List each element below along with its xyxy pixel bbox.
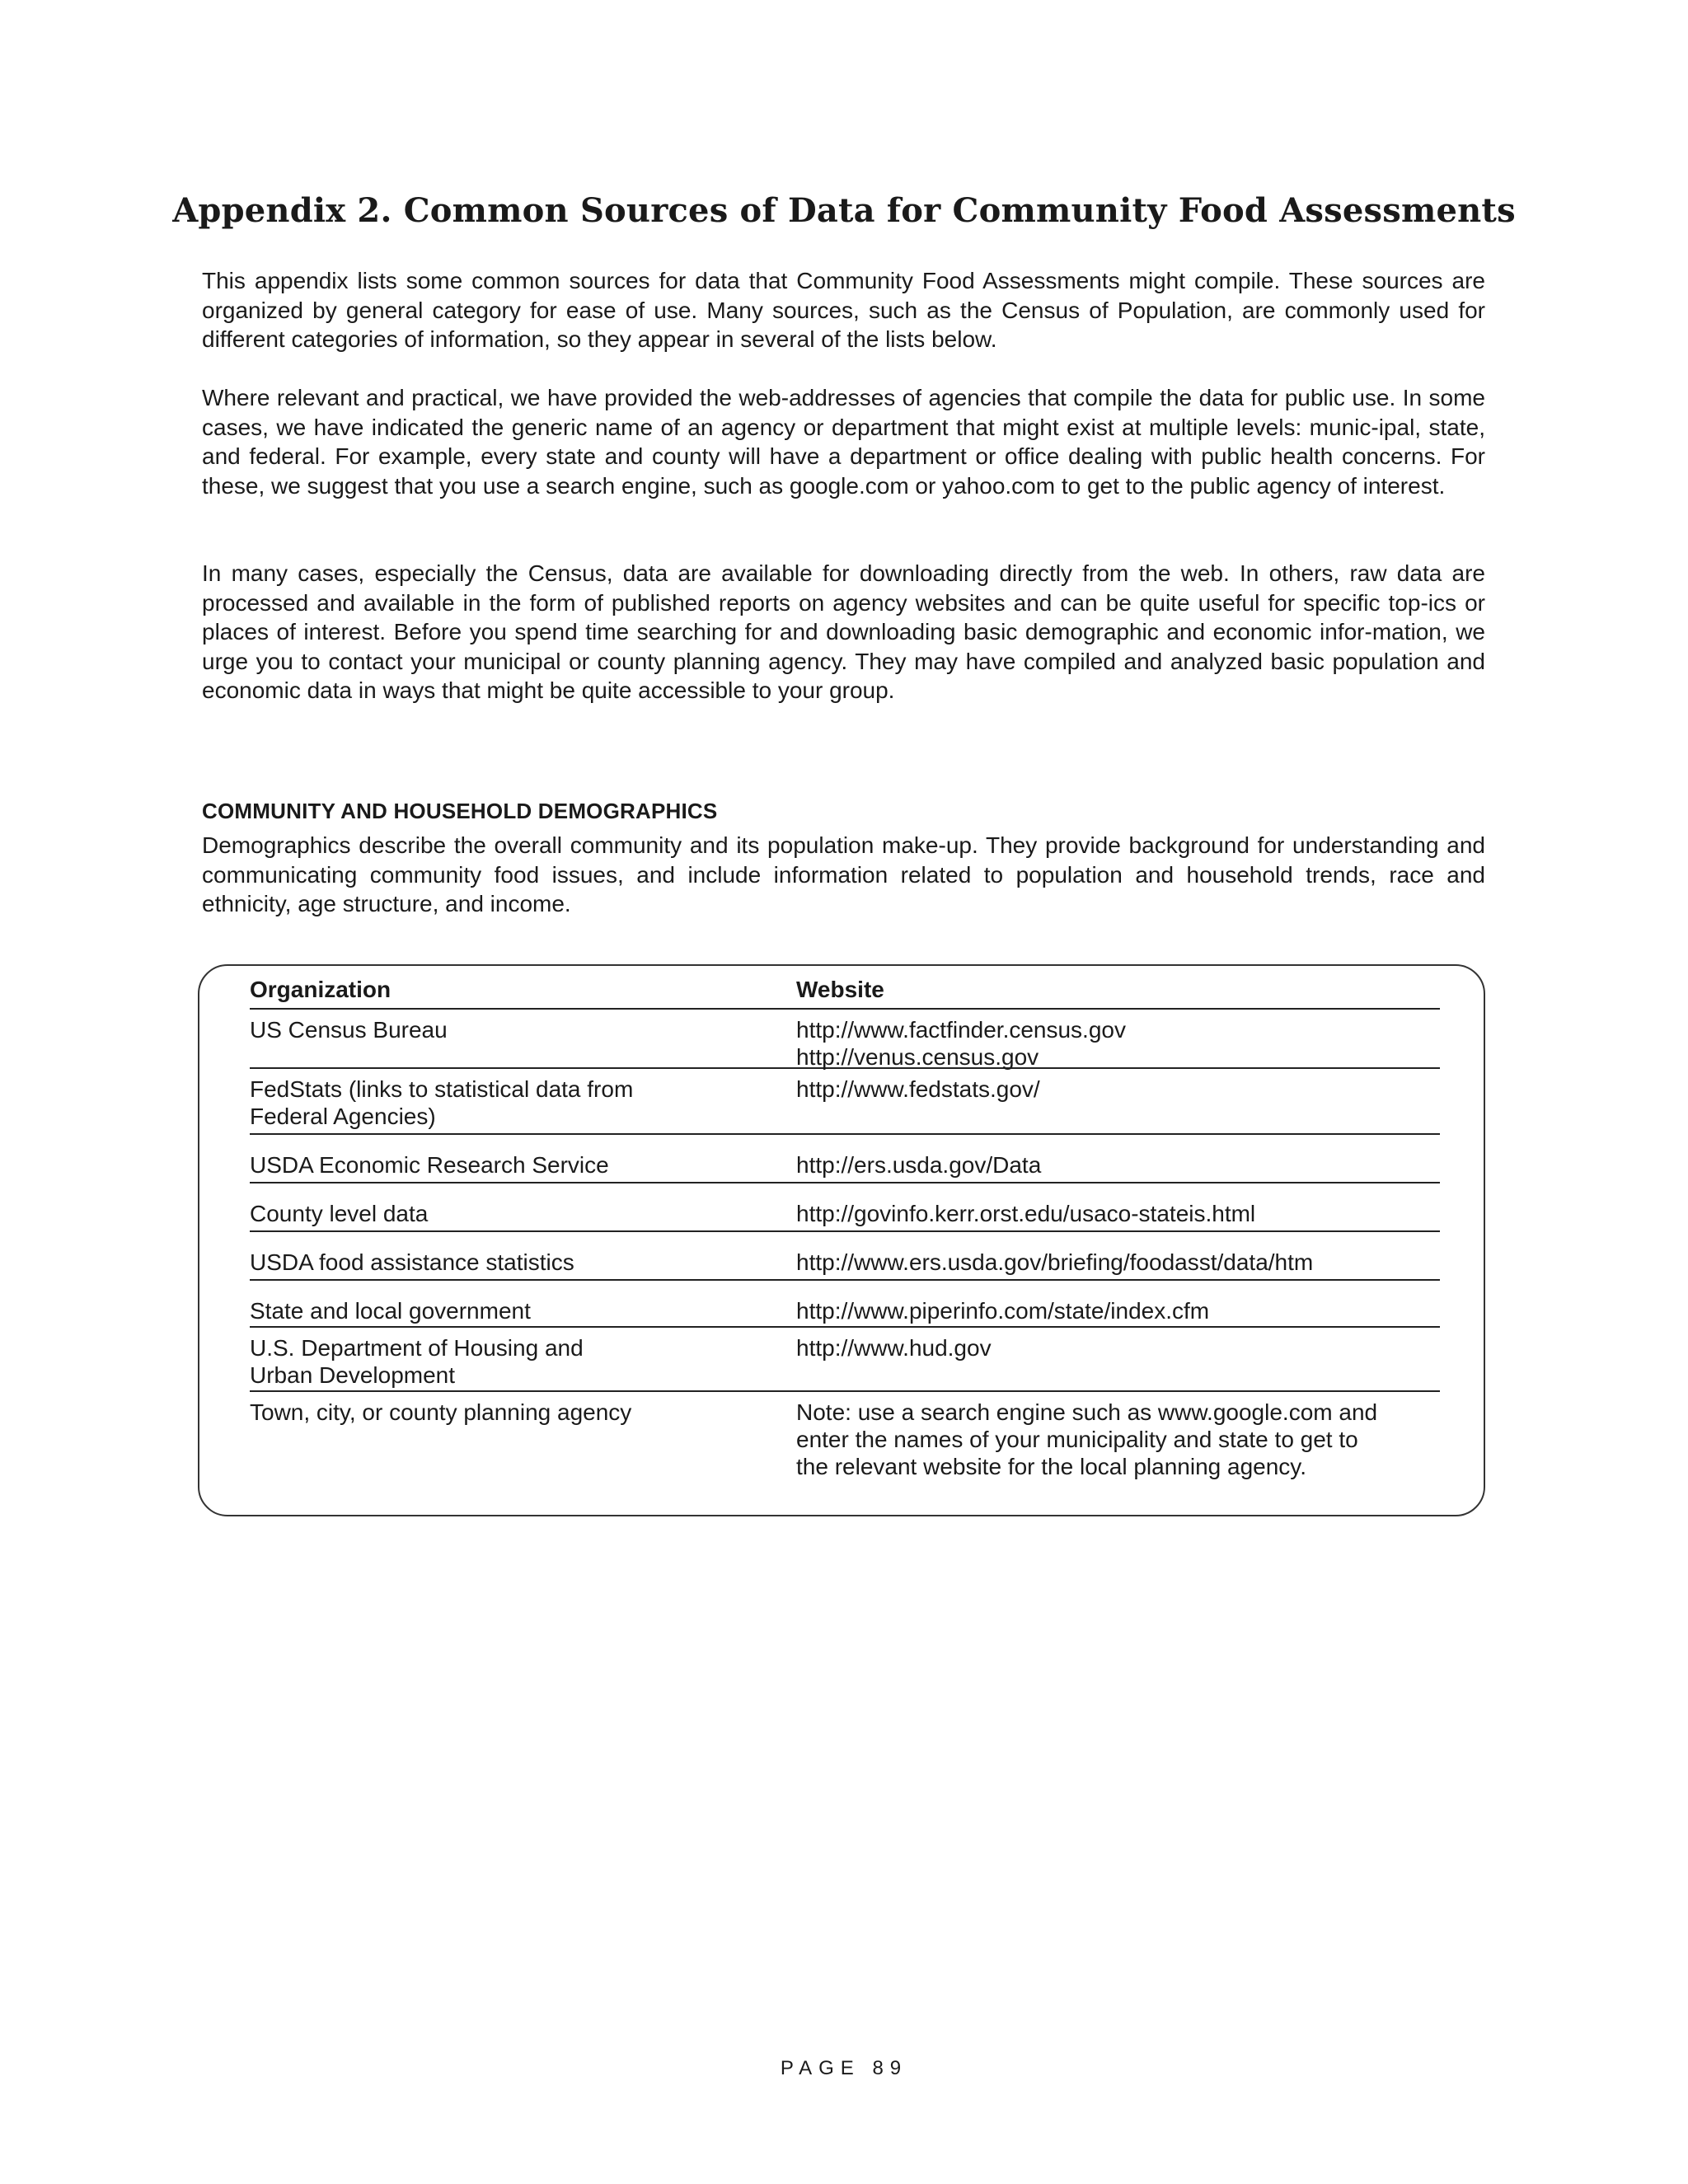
table-row xyxy=(250,1069,1440,1135)
section-heading: COMMUNITY AND HOUSEHOLD DEMOGRAPHICS xyxy=(202,799,718,823)
table-row xyxy=(250,1281,1440,1328)
intro-paragraph-1: This appendix lists some common sources for data that Community Food Assessments might compile. These sources are organized by general category for ease of use. Many sources, such as the Census of Population, are commonly used for different categories of information, so they appear in several of the lists below. xyxy=(202,268,1485,352)
organization-cell: FedStats (links to statistical data from Federal Agencies) xyxy=(250,1076,634,1129)
organization-cell: USDA food assistance statistics xyxy=(250,1249,574,1275)
website-cell[interactable]: http://www.fedstats.gov/ xyxy=(796,1076,1040,1102)
intro-paragraph-2: Where relevant and practical, we have provided the web-addresses of agencies that compile the data for public use. In some cases, we have indicated the generic name of an agency or department that might exist at multiple levels: munic-ipal, state, and federal. For example, every state and county will have a department or office dealing with public health concerns. For these, we suggest that you use a search engine, such as google.com or yahoo.com to get to the public agency of interest. xyxy=(202,385,1485,499)
table-row xyxy=(250,1010,1440,1069)
table-row xyxy=(250,1183,1440,1232)
table-row xyxy=(250,1135,1440,1183)
table-row xyxy=(250,1328,1440,1392)
website-cell[interactable]: http://www.hud.gov xyxy=(796,1335,992,1361)
organization-cell: U.S. Department of Housing and Urban Development xyxy=(250,1335,584,1388)
organization-cell: County level data xyxy=(250,1201,429,1226)
website-cell: Note: use a search engine such as www.google.com and enter the names of your municipality and state to get to the relevant website for the local planning agency. xyxy=(796,1399,1378,1479)
website-cell[interactable]: http://www.ers.usda.gov/briefing/foodasst/data/htm xyxy=(796,1249,1314,1275)
organization-cell: US Census Bureau xyxy=(250,1017,448,1043)
website-cell[interactable]: http://www.factfinder.census.gov http://venus.census.gov xyxy=(796,1017,1126,1070)
website-cell[interactable]: http://ers.usda.gov/Data xyxy=(796,1152,1042,1178)
column-header-website: Website xyxy=(796,977,884,1002)
organization-cell: USDA Economic Research Service xyxy=(250,1152,609,1178)
table-row xyxy=(250,1232,1440,1281)
organization-cell: State and local government xyxy=(250,1298,531,1324)
organization-cell: Town, city, or county planning agency xyxy=(250,1399,632,1425)
column-header-organization: Organization xyxy=(250,977,392,1002)
page-title: Appendix 2. Common Sources of Data for Community Food Assessments xyxy=(172,191,1516,230)
intro-paragraph-3: In many cases, especially the Census, data are available for downloading directly from the web. In others, raw data are processed and available in the form of published reports on agency websites and can be quite useful for specific top-ics or places of interest. Before you spend time searching for and downloading basic demographic and economic infor-mation, we urge you to contact your municipal or county planning agency. They may have compiled and analyzed basic population and economic data in ways that might be quite accessible to your group. xyxy=(202,560,1485,703)
table-row xyxy=(250,1392,1440,1483)
sources-table xyxy=(250,972,1440,1483)
website-cell[interactable]: http://www.piperinfo.com/state/index.cfm xyxy=(796,1298,1210,1324)
website-cell[interactable]: http://govinfo.kerr.orst.edu/usaco-stateis.html xyxy=(796,1201,1256,1226)
section-description: Demographics describe the overall community and its population make-up. They provide background for understanding and communicating community food issues, and include information related to population and household trends, race and ethnicity, age structure, and income. xyxy=(202,832,1485,916)
table-header-row xyxy=(250,972,1440,1010)
page-number: PAGE 89 xyxy=(780,2057,908,2079)
